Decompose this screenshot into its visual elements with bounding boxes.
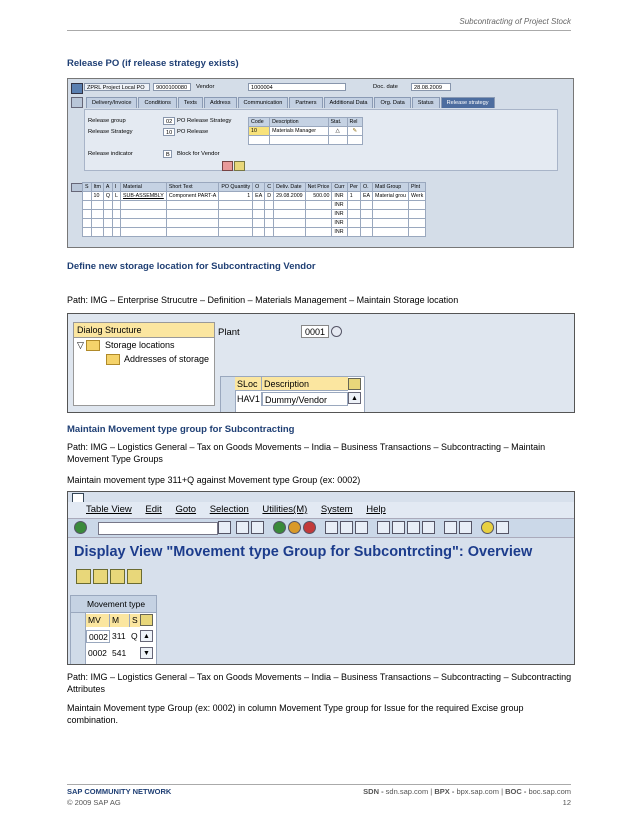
screen-title: Display View "Movement type Group for Subcontrcting": Overview	[74, 544, 533, 560]
collapse-icon[interactable]	[71, 97, 83, 108]
menu-goto[interactable]: Goto	[175, 504, 197, 515]
item-column-header[interactable]: O	[253, 183, 265, 192]
footer-network: SAP COMMUNITY NETWORK	[67, 787, 172, 796]
sloc-column-header[interactable]: SLoc	[235, 377, 262, 391]
movement-type-group-screenshot	[67, 491, 575, 665]
storage-location-table	[220, 376, 365, 413]
item-cell[interactable]	[166, 219, 219, 228]
item-cell[interactable]	[91, 201, 103, 210]
vendor-field[interactable]: 1000004	[248, 83, 346, 91]
item-cell[interactable]: INR	[332, 228, 347, 237]
table-icon[interactable]	[71, 83, 83, 94]
table-row[interactable]	[83, 210, 426, 219]
description-cell[interactable]: Dummy/Vendor	[262, 392, 348, 406]
tree-item-label: Storage locations	[104, 340, 175, 350]
item-cell[interactable]: 29.08.2009	[274, 192, 306, 201]
dialog-structure-panel	[73, 322, 215, 406]
item-cell[interactable]	[274, 210, 306, 219]
item-cell[interactable]	[166, 210, 219, 219]
item-cell[interactable]	[113, 210, 121, 219]
item-cell[interactable]	[103, 228, 112, 237]
save-icon[interactable]	[251, 521, 264, 534]
bpx-link[interactable]: bpx.sap.com	[456, 787, 499, 796]
item-cell[interactable]	[253, 228, 265, 237]
menu-edit[interactable]: Edit	[145, 504, 162, 515]
item-cell[interactable]	[360, 219, 372, 228]
item-cell[interactable]	[360, 228, 372, 237]
select-all-icon[interactable]	[110, 569, 125, 584]
tab-partners[interactable]: Partners	[289, 97, 322, 108]
item-column-header[interactable]: Curr	[332, 183, 347, 192]
exit-icon[interactable]	[288, 521, 301, 534]
item-cell[interactable]	[360, 201, 372, 210]
item-column-header[interactable]: Net Price	[305, 183, 332, 192]
plant-label: Plant	[218, 327, 240, 338]
folder-icon	[106, 354, 120, 365]
item-cell[interactable]	[83, 210, 92, 219]
item-cell[interactable]: INR	[332, 192, 347, 201]
code-header: Code	[249, 118, 270, 127]
tab-additional-data[interactable]: Additional Data	[324, 97, 374, 108]
plant-field[interactable]: 0001	[301, 325, 329, 338]
print-icon[interactable]	[325, 521, 338, 534]
item-cell[interactable]	[113, 219, 121, 228]
item-cell[interactable]: Material grou	[373, 192, 409, 201]
po-item-table	[82, 182, 426, 237]
item-cell[interactable]	[408, 219, 425, 228]
footer-copyright: © 2009 SAP AG	[67, 798, 121, 807]
item-cell[interactable]	[91, 219, 103, 228]
excise-attributes-path: Path: IMG – Logistics General – Tax on Goods Movements – India – Business Transactions – Subcontracting – Subcontracting Attributes	[67, 672, 572, 694]
dialog-structure-title: Dialog Structure	[74, 323, 214, 338]
help-icon[interactable]	[481, 521, 494, 534]
item-cell[interactable]	[347, 228, 360, 237]
tab-communication[interactable]: Communication	[238, 97, 289, 108]
details-icon[interactable]	[93, 569, 108, 584]
menu-system[interactable]: System	[320, 504, 353, 515]
item-cell[interactable]	[253, 219, 265, 228]
item-cell[interactable]	[253, 201, 265, 210]
boc-label: BOC -	[505, 787, 527, 796]
table-row[interactable]	[83, 219, 426, 228]
item-cell[interactable]	[347, 210, 360, 219]
item-cell[interactable]	[219, 210, 253, 219]
find-icon[interactable]	[340, 521, 353, 534]
release-code-table	[248, 117, 363, 145]
item-cell[interactable]: Q	[103, 192, 112, 201]
tree-item-addresses[interactable]	[74, 352, 214, 366]
item-cell[interactable]: 10	[91, 192, 103, 201]
item-cell[interactable]: INR	[332, 210, 347, 219]
sloc-cell[interactable]: HAV1	[235, 392, 262, 406]
release-options-icon[interactable]	[234, 161, 245, 171]
m-column-header[interactable]: M	[110, 614, 130, 627]
scroll-down-icon[interactable]: ▼	[140, 647, 153, 659]
item-cell[interactable]: INR	[332, 201, 347, 210]
item-cell[interactable]	[347, 201, 360, 210]
menu-table-view[interactable]: Table View	[86, 504, 132, 515]
section-heading-movement-type-group: Maintain Movement type group for Subcontracting	[67, 424, 295, 435]
item-column-header[interactable]: O.	[360, 183, 372, 192]
column-settings-icon[interactable]	[348, 378, 361, 390]
item-cell[interactable]	[265, 201, 274, 210]
menu-help[interactable]: Help	[366, 504, 386, 515]
item-cell[interactable]: L	[113, 192, 121, 201]
stat-header: Stat.	[328, 118, 347, 127]
command-dropdown-icon[interactable]	[218, 521, 231, 534]
item-cell[interactable]	[120, 201, 166, 210]
item-cell[interactable]: Werk	[408, 192, 425, 201]
item-column-header[interactable]: A	[103, 183, 112, 192]
item-cell[interactable]	[347, 219, 360, 228]
item-cell[interactable]	[120, 219, 166, 228]
footer-links	[363, 787, 571, 796]
footer-separator: |	[430, 787, 433, 796]
item-cell[interactable]	[219, 219, 253, 228]
item-column-header[interactable]: Plnt	[408, 183, 425, 192]
table-row[interactable]	[83, 228, 426, 237]
tab-status[interactable]: Status	[412, 97, 440, 108]
warning-icon: △	[328, 127, 347, 136]
tree-item-storage-locations[interactable]	[74, 338, 214, 352]
po-tab-strip	[86, 97, 496, 107]
item-column-header[interactable]: Per	[347, 183, 360, 192]
item-cell[interactable]: EA	[360, 192, 372, 201]
item-cell[interactable]	[83, 201, 92, 210]
back-arrow-icon[interactable]	[236, 521, 249, 534]
item-cell[interactable]	[103, 219, 112, 228]
doc-date-field[interactable]: 28.08.2009	[411, 83, 451, 91]
item-cell[interactable]	[83, 228, 92, 237]
first-page-icon[interactable]	[377, 521, 390, 534]
tab-release-strategy[interactable]: Release strategy	[441, 97, 495, 108]
footer-rule	[67, 784, 571, 785]
item-cell[interactable]	[373, 210, 409, 219]
item-column-header[interactable]: I	[113, 183, 121, 192]
page-number: 12	[562, 798, 571, 807]
enter-icon[interactable]	[74, 521, 87, 534]
item-cell[interactable]	[166, 201, 219, 210]
item-cell[interactable]	[305, 210, 332, 219]
item-cell[interactable]	[91, 210, 103, 219]
table-title: Movement type	[71, 596, 156, 613]
item-cell[interactable]: EA	[253, 192, 265, 201]
item-cell[interactable]	[360, 210, 372, 219]
item-cell[interactable]	[265, 228, 274, 237]
item-cell[interactable]	[305, 201, 332, 210]
item-cell[interactable]: SUB-ASSEMBLY	[120, 192, 166, 201]
plant-search-icon[interactable]	[331, 326, 342, 337]
doc-date-label: Doc. date	[373, 84, 398, 90]
tab-texts[interactable]: Texts	[178, 97, 203, 108]
running-header: Subcontracting of Project Stock	[459, 17, 571, 26]
cancel-release-icon[interactable]	[222, 161, 233, 171]
item-cell[interactable]	[408, 228, 425, 237]
cancel-icon[interactable]	[303, 521, 316, 534]
release-group-desc: PO Release Strategy	[177, 118, 232, 124]
code-cell[interactable]: 10	[249, 127, 270, 136]
section-heading-release-po: Release PO (if release strategy exists)	[67, 58, 239, 69]
item-cell[interactable]	[265, 219, 274, 228]
item-cell[interactable]	[274, 201, 306, 210]
release-indicator-label: Release indicator	[88, 151, 133, 157]
item-cell[interactable]	[408, 210, 425, 219]
item-cell[interactable]	[103, 201, 112, 210]
excise-attributes-instruction: Maintain Movement type Group (ex: 0002) in column Movement Type group for Issue for the required Excise group combination.	[67, 703, 524, 725]
next-page-icon[interactable]	[407, 521, 420, 534]
item-cell[interactable]	[83, 219, 92, 228]
description-cell: Materials Manager	[270, 127, 328, 136]
movement-group-instruction: Maintain movement type 311+Q against Movement type Group (ex: 0002)	[67, 475, 361, 485]
header-rule	[67, 30, 571, 31]
item-cell[interactable]	[274, 228, 306, 237]
item-cell[interactable]	[373, 219, 409, 228]
scroll-up-icon[interactable]: ▲	[348, 392, 361, 404]
item-cell[interactable]: 1	[347, 192, 360, 201]
item-cell[interactable]	[373, 201, 409, 210]
standard-toolbar	[68, 518, 574, 538]
item-cell[interactable]	[408, 201, 425, 210]
vendor-label: Vendor	[196, 84, 215, 90]
item-cell[interactable]	[373, 228, 409, 237]
tab-delivery-invoice[interactable]: Delivery/Invoice	[86, 97, 137, 108]
s-column-header[interactable]: S	[130, 614, 140, 627]
find-next-icon[interactable]	[355, 521, 368, 534]
mv-cell[interactable]: 0002	[88, 648, 107, 658]
rel-header: Rel	[347, 118, 363, 127]
item-column-header[interactable]: Matl Group	[373, 183, 409, 192]
item-column-header[interactable]: Short Text	[166, 183, 219, 192]
release-strategy-desc: PO Release	[177, 129, 209, 135]
select-block-icon[interactable]	[127, 569, 142, 584]
display-change-icon[interactable]	[76, 569, 91, 584]
item-cell[interactable]	[103, 210, 112, 219]
storage-location-screenshot	[67, 313, 575, 413]
item-cell[interactable]	[113, 201, 121, 210]
tree-item-label: Addresses of storage	[124, 354, 210, 364]
item-cell[interactable]	[113, 228, 121, 237]
folder-open-icon	[86, 340, 100, 351]
item-cell[interactable]	[91, 228, 103, 237]
shortcut-icon[interactable]	[459, 521, 472, 534]
item-column-header[interactable]: Itm	[91, 183, 103, 192]
item-cell[interactable]	[83, 192, 92, 201]
boc-link[interactable]: boc.sap.com	[528, 787, 571, 796]
item-cell[interactable]: 1	[219, 192, 253, 201]
item-column-header[interactable]: Deliv. Date	[274, 183, 306, 192]
item-cell[interactable]	[219, 228, 253, 237]
menu-bar	[68, 502, 574, 518]
table-row[interactable]	[83, 201, 426, 210]
po-number-field[interactable]: 9000100080	[153, 83, 191, 91]
release-indicator-desc: Block for Vendor	[177, 151, 220, 157]
section-heading-storage-location: Define new storage location for Subcontracting Vendor	[67, 261, 316, 272]
item-cell[interactable]	[120, 228, 166, 237]
layout-menu-icon[interactable]	[496, 521, 509, 534]
release-strategy-field[interactable]: 10	[163, 128, 175, 136]
m-cell[interactable]: 311	[112, 631, 126, 641]
s-cell[interactable]: Q	[131, 631, 138, 641]
row-selector-column[interactable]	[71, 613, 86, 664]
item-column-header[interactable]: S	[83, 183, 92, 192]
item-cell[interactable]	[305, 219, 332, 228]
item-cell[interactable]	[274, 219, 306, 228]
create-session-icon[interactable]	[444, 521, 457, 534]
movement-type-table	[70, 595, 157, 665]
release-icon[interactable]: ✎	[347, 127, 363, 136]
item-cell[interactable]: Component PART-A	[166, 192, 219, 201]
menu-utilities[interactable]: Utilities(M)	[262, 504, 308, 515]
item-cell[interactable]	[166, 228, 219, 237]
menu-selection[interactable]: Selection	[209, 504, 249, 515]
bpx-label: BPX -	[434, 787, 455, 796]
description-column-header[interactable]: Description	[262, 377, 348, 391]
mv-cell[interactable]: 0002	[86, 630, 110, 643]
release-po-screenshot	[67, 78, 574, 248]
sdn-label: SDN -	[363, 787, 384, 796]
tab-conditions[interactable]: Conditions	[138, 97, 176, 108]
item-cell[interactable]	[265, 210, 274, 219]
scroll-up-icon[interactable]: ▲	[140, 630, 153, 642]
tab-org-data[interactable]: Org. Data	[374, 97, 410, 108]
column-settings-icon[interactable]	[140, 614, 153, 626]
mv-column-header[interactable]: MV	[86, 614, 110, 627]
description-header: Description	[270, 118, 328, 127]
item-cell[interactable]	[219, 201, 253, 210]
release-group-label: Release group	[88, 118, 126, 124]
row-selector-column[interactable]	[221, 377, 236, 413]
previous-page-icon[interactable]	[392, 521, 405, 534]
po-type-field[interactable]: ZPRL Project Local PO	[84, 83, 150, 91]
item-cell[interactable]	[305, 228, 332, 237]
item-cell[interactable]	[253, 210, 265, 219]
footer-separator: |	[501, 787, 504, 796]
movement-group-path: Path: IMG – Logistics General – Tax on Goods Movements – India – Business Transactions – Subcontracting – Maintain Movement Type Groups	[67, 442, 546, 464]
item-cell[interactable]: D	[265, 192, 274, 201]
expand-arrow-icon[interactable]: ▽	[77, 340, 84, 350]
back-icon[interactable]	[273, 521, 286, 534]
last-page-icon[interactable]	[422, 521, 435, 534]
release-indicator-field[interactable]: B	[163, 150, 172, 158]
release-strategy-label: Release Strategy	[88, 129, 133, 135]
release-group-field[interactable]: 02	[163, 117, 175, 125]
table-row[interactable]	[83, 192, 426, 201]
item-cell[interactable]	[120, 210, 166, 219]
m-cell[interactable]: 541	[112, 648, 127, 658]
command-field[interactable]	[98, 522, 218, 535]
tab-address[interactable]: Address	[204, 97, 237, 108]
item-column-header[interactable]: PO Quantity	[219, 183, 253, 192]
item-cell[interactable]: INR	[332, 219, 347, 228]
item-column-header[interactable]: C	[265, 183, 274, 192]
item-cell[interactable]: 500.00	[305, 192, 332, 201]
item-column-header[interactable]: Material	[120, 183, 166, 192]
s-cell[interactable]	[130, 647, 140, 660]
storage-location-path: Path: IMG – Enterprise Strucutre – Definition – Materials Management – Maintain Storage location	[67, 295, 459, 305]
sdn-link[interactable]: sdn.sap.com	[385, 787, 429, 796]
